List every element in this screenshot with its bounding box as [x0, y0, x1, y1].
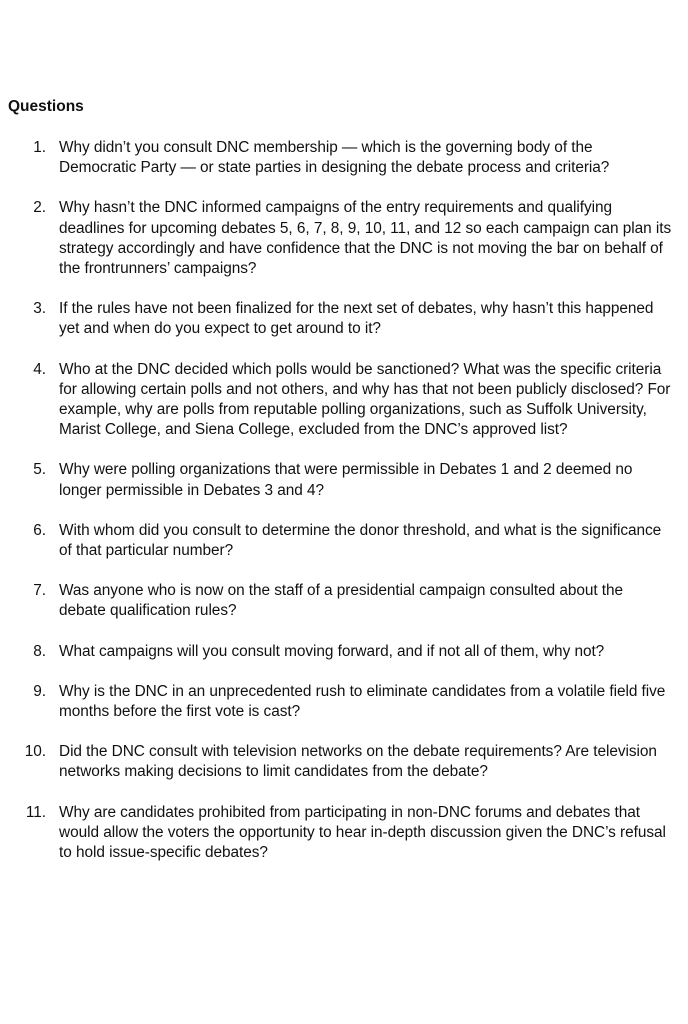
question-text: Who at the DNC decided which polls would be sanctioned? What was the specific criteria for allowing certain polls and not others, and why has that not been publicly disclosed? For example, why are polls from reputable polling organizations, such as Suffolk University, Marist College, and Siena College, excluded from the DNC’s approved list?	[59, 360, 671, 439]
question-text: What campaigns will you consult moving forward, and if not all of them, why not?	[59, 642, 605, 660]
question-item	[0, 521, 688, 561]
question-text: Why didn’t you consult DNC membership — which is the governing body of the Democratic Party — or state parties in designing the debate process and criteria?	[59, 139, 610, 177]
question-text: Why are candidates prohibited from participating in non-DNC forums and debates that would allow the voters the opportunity to hear in-depth discussion given the DNC’s refusal to hold issue-specific debates?	[59, 803, 666, 862]
question-number: 6.	[33, 521, 46, 539]
question-item	[0, 198, 688, 279]
question-number: 4.	[33, 360, 46, 378]
question-number: 2.	[33, 199, 46, 217]
question-number: 1.	[33, 139, 46, 156]
question-item	[0, 742, 688, 782]
question-number: 7.	[33, 582, 46, 600]
question-item	[0, 682, 688, 722]
question-number: 10.	[24, 743, 46, 761]
question-text: With whom did you consult to determine the donor threshold, and what is the significance of that particular number?	[59, 521, 662, 560]
question-item	[0, 360, 688, 441]
question-text: Why is the DNC in an unprecedented rush to eliminate candidates from a volatile field five months before the first vote is cast?	[59, 682, 666, 721]
question-number: 8.	[33, 642, 46, 660]
question-text: Was anyone who is now on the staff of a presidential campaign consulted about the debate qualification rules?	[59, 582, 624, 620]
question-item	[0, 642, 688, 662]
question-item	[0, 299, 688, 339]
section-heading: Questions	[8, 98, 84, 115]
question-text: Did the DNC consult with television networks on the debate requirements? Are television networks making decisions to limit candidates from the debate?	[59, 743, 657, 781]
question-number: 3.	[33, 300, 46, 318]
question-number: 9.	[33, 682, 46, 700]
question-text: Why were polling organizations that were permissible in Debates 1 and 2 deemed no longer permissible in Debates 3 and 4?	[59, 461, 633, 499]
questions-list	[0, 138, 688, 883]
question-number: 5.	[33, 461, 46, 479]
question-text: If the rules have not been finalized for the next set of debates, why hasn’t this happened yet and when do you expect to get around to it?	[59, 300, 654, 338]
question-number: 11.	[25, 803, 46, 821]
question-item	[0, 460, 688, 500]
question-item	[0, 803, 688, 864]
question-item	[0, 138, 688, 178]
question-item	[0, 581, 688, 621]
question-text: Why hasn’t the DNC informed campaigns of the entry requirements and qualifying deadlines for upcoming debates 5, 6, 7, 8, 9, 10, 11, and 12 so each campaign can plan its strategy accordingly and have confidence that the DNC is not moving the bar on behalf of the frontrunners’ campaigns?	[59, 199, 672, 278]
